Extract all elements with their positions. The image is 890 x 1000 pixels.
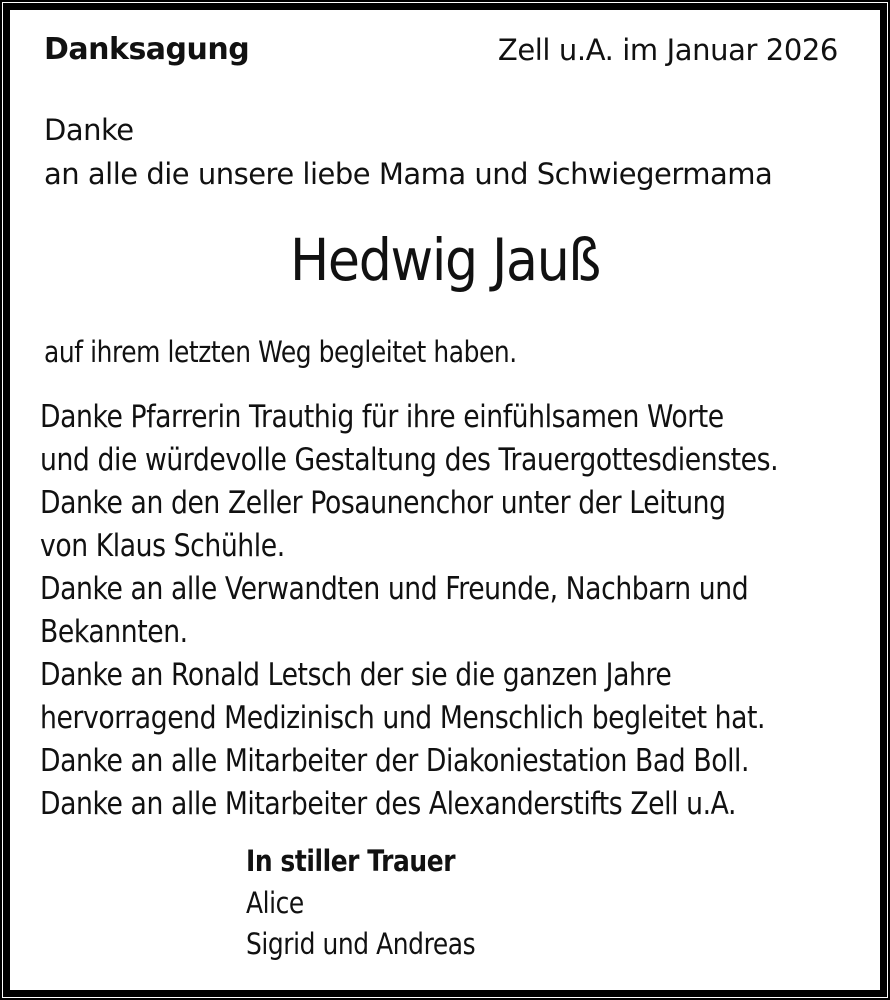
thanks-line: Danke an alle Verwandten und Freunde, Nachbarn und xyxy=(40,571,749,607)
notice-title: Danksagung xyxy=(44,32,250,67)
signature-name: Sigrid und Andreas xyxy=(246,927,476,961)
deceased-name: Hedwig Jauß xyxy=(290,226,600,294)
intro-line-2: an alle die unsere liebe Mama und Schwiegermama xyxy=(44,157,773,191)
intro-line-1: Danke xyxy=(44,113,134,147)
signature-block xyxy=(246,840,475,965)
thanks-line: hervorragend Medizinisch und Menschlich begleitet hat. xyxy=(40,700,766,736)
thanks-list xyxy=(40,396,778,826)
signature-heading: In stiller Trauer xyxy=(246,844,456,878)
thanks-line: von Klaus Schühle. xyxy=(40,528,285,564)
intro-block xyxy=(44,108,772,196)
place-and-date: Zell u.A. im Januar 2026 xyxy=(497,33,838,67)
thanks-line: Danke an den Zeller Posaunenchor unter der Leitung xyxy=(40,485,726,521)
thanks-line: Danke an alle Mitarbeiter des Alexanderstifts Zell u.A. xyxy=(40,786,737,822)
thanks-line: Danke Pfarrerin Trauthig für ihre einfühlsamen Worte xyxy=(40,399,724,435)
thanks-line: Bekannten. xyxy=(40,614,188,650)
thanks-line: Danke an Ronald Letsch der sie die ganzen Jahre xyxy=(40,657,672,693)
closing-line: auf ihrem letzten Weg begleitet haben. xyxy=(44,335,517,369)
thanks-line: und die würdevolle Gestaltung des Trauergottesdienstes. xyxy=(40,442,779,478)
thanks-line: Danke an alle Mitarbeiter der Diakoniestation Bad Boll. xyxy=(40,743,750,779)
signature-name: Alice xyxy=(246,886,304,920)
